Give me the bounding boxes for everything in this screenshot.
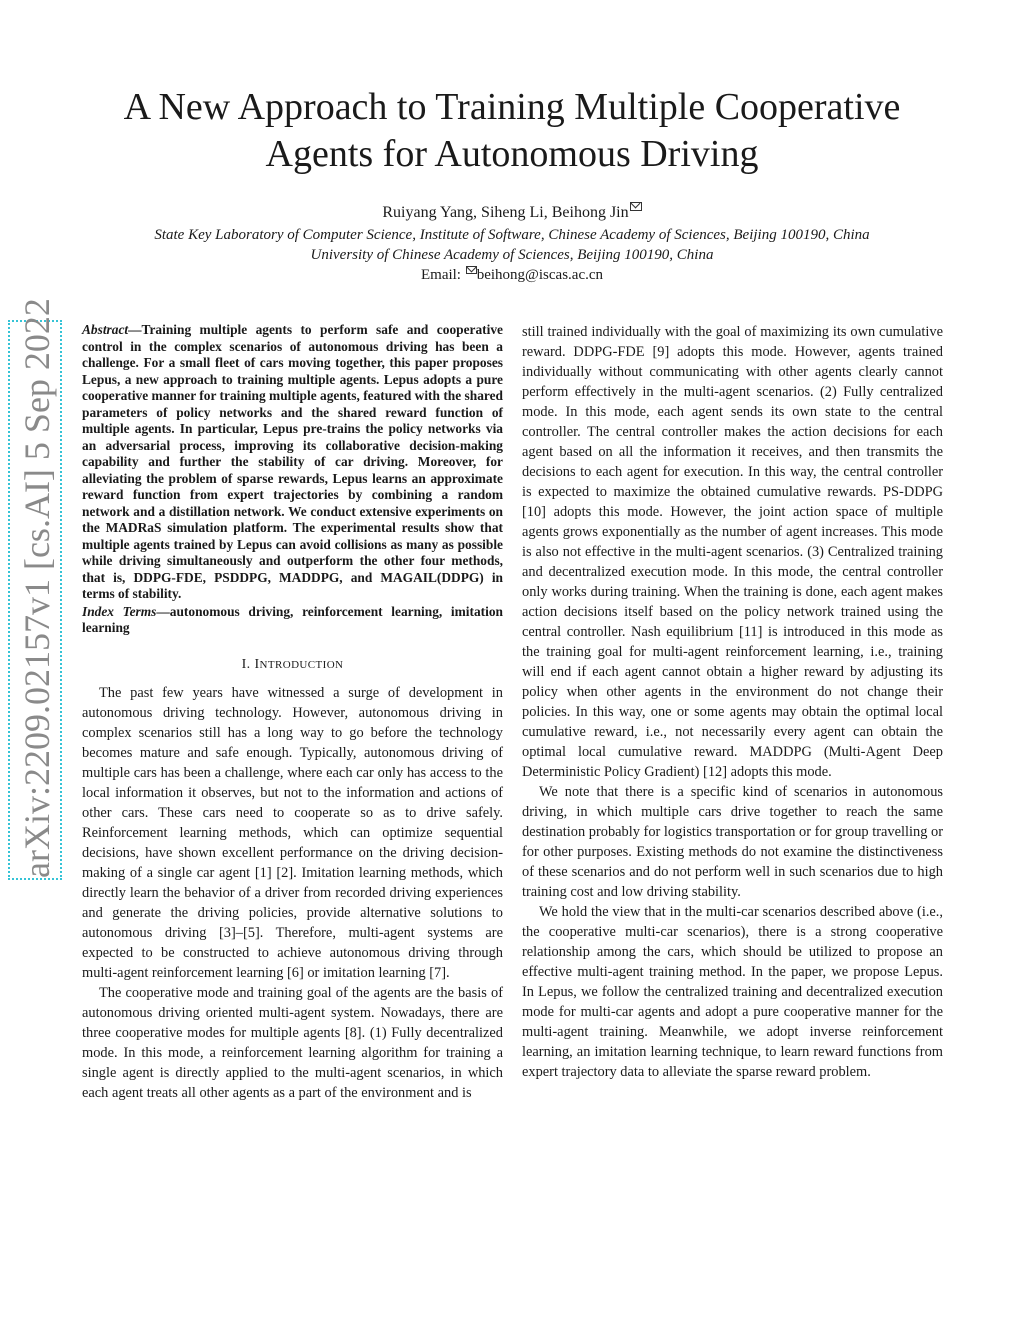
title-line-2: Agents for Autonomous Driving [265, 133, 759, 175]
left-column [82, 322, 503, 1103]
affiliation-1: State Key Laboratory of Computer Science, Institute of Software, Chinese Academy of Sciences, Beijing 100190, China [154, 227, 870, 243]
section-title-rest: NTRODUCTION [259, 658, 344, 671]
index-terms-text: —autonomous driving, reinforcement learning, imitation learning [82, 603, 503, 635]
index-terms-label: Index Terms [82, 603, 157, 619]
affiliation-2: University of Chinese Academy of Sciences, Beijing 100190, China [310, 247, 714, 263]
arxiv-identifier[interactable]: arXiv:2209.02157v1 [cs.AI] 5 Sep 2022 [8, 320, 62, 880]
paragraph: We hold the view that in the multi-car scenarios described above (i.e., the cooperative multi-car scenarios), there is a strong cooperative relationship among the cars, which should be utilized to propose an effective multi-agent training method. In the paper, we propose Lepus. In Lepus, we follow the centralized training and decentralized execution mode for multi-car agents and adopt a pure cooperative manner for the multi-agent training. Meanwhile, we adopt inverse reinforcement learning, an imitation learning technique, to learn reward functions from expert trajectory data to alleviate the sparse reward problem. [522, 904, 943, 1080]
abstract [82, 322, 503, 603]
section-title-first: I [254, 656, 260, 672]
paragraph: We note that there is a specific kind of scenarios in autonomous driving, in which multiple cars drive together to reach the same destination probably for logistics transportation or for group travelling or for other purposes. Existing methods do not examine the distinctiveness of these scenarios and do not perform well in such scenarios due to high training cost and low driving stability. [522, 784, 943, 900]
author-list [0, 202, 1024, 223]
abstract-label: Abstract [82, 322, 129, 337]
paper-title [60, 84, 964, 178]
title-line-1: A New Approach to Training Multiple Cooperative [123, 86, 901, 128]
section-number: I. [241, 656, 251, 672]
index-terms [82, 604, 503, 637]
envelope-icon [466, 266, 477, 274]
email-address[interactable]: beihong@iscas.ac.cn [476, 267, 604, 283]
author-names: Ruiyang Yang, Siheng Li, Beihong Jin [382, 204, 629, 221]
abstract-text: —Training multiple agents to perform safe and cooperative control in the complex scenarios of autonomous driving has been a challenge. For a small fleet of cars moving together, this paper proposes Lepus, a new approach to training multiple agents. Lepus adopts a pure cooperative manner for training multiple agents, featured with the shared parameters of policy networks and the shared reward function of multiple agents. In particular, Lepus pre-trains the policy networks via an adversarial process, improving its collaborative decision-making capability and further the stability of car driving. Moreover, for alleviating the problem of sparse rewards, Lepus learns an approximate reward function from expert trajectories by combining a random network and a distillation network. We conduct extensive experiments on the MADRaS simulation platform. The experimental results show that multiple agents trained by Lepus can avoid collisions as many as possible while driving simultaneously and outperform the other four methods, that is, DDPG-FDE, PSDDPG, MADDPG, and MAGAIL(DDPG) in terms of stability. [82, 322, 503, 601]
paragraph: still trained individually with the goal of maximizing its own cumulative reward. DDPG-FDE [9] adopts this mode. However, agents trained individually without communicating with other agents clearly cannot perform effectively in the multi-agent scenarios. (2) Fully centralized mode. In this mode, each agent sends its own state to the central controller. The central controller makes the action decisions for each agent based on all the information it receives, and then transmits the decisions to each agent for execution. In this way, the central controller is expected to maximize the obtained cumulative rewards. PS-DDPG [10] adopts this mode. However, the joint action space of multiple agents grows exponentially as the number of agent increases. This mode is also not effective in the multi-agent scenarios. (3) Centralized training and decentralized execution mode. In this mode, the central controller only works during training. When the training is done, each agent makes action decisions itself based on the policy network trained using the central controller. Nash equilibrium [11] is introduced in this mode as the training goal for multi-agent reinforcement learning, i.e., training will end if each agent cannot obtain a higher reward by adjusting its policy when other agents in the environment do not change their policies. In this way, one or some agents may obtain the optimal local cumulative reward, i.e., not necessarily every agent can obtain the optimal local cumulative reward. MADDPG (Multi-Agent Deep Deterministic Policy Gradient) [12] adopts this mode. [522, 324, 943, 780]
envelope-icon [630, 202, 642, 211]
right-column [522, 322, 943, 1082]
paragraph: The past few years have witnessed a surge of development in autonomous driving technology. However, autonomous driving in complex scenarios still has a long way to go before the technology becomes mature and safe enough. Typically, autonomous driving of multiple cars has been a challenge, where each car only has access to the local information it observes, but not to the information and actions of other cars. These cars need to cooperate so as to drive safely. Reinforcement learning methods, which can optimize sequential decisions, have shown excellent performance on the driving decision-making of a single car agent [1] [2]. Imitation learning methods, which directly learn the behavior of a driver from recorded driving experiences and generate the driving policies, provide alternative solutions to autonomous driving [3]–[5]. Therefore, multi-agent systems are expected to be constructed to achieve autonomous driving through multi-agent reinforcement learning [6] or imitation learning [7]. [82, 684, 503, 981]
section-heading-introduction [82, 655, 503, 675]
email-label: Email: [420, 267, 461, 283]
paragraph: The cooperative mode and training goal of the agents are the basis of autonomous driving oriented multi-agent system. Nowadays, there are three cooperative modes for multiple agents [8]. (1) Fully decentralized mode. In this mode, a reinforcement learning algorithm for training a single agent is directly applied to the multi-agent scenarios, in which each agent treats all other agents as a part of the environment and is [82, 984, 503, 1101]
email-line [0, 265, 1024, 285]
